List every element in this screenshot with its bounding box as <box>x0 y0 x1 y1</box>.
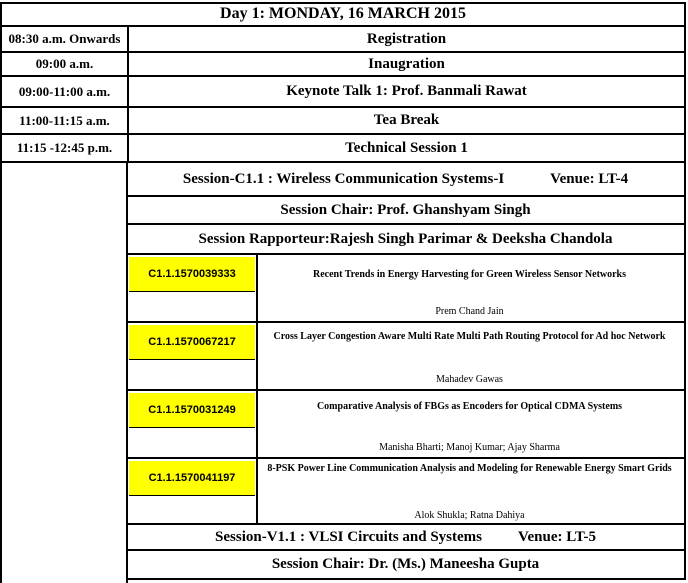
paper-row <box>127 323 686 389</box>
time-cell: 11:00-11:15 a.m. <box>2 108 129 133</box>
event-cell: Registration <box>366 30 447 47</box>
paper-authors: Prem Chand Jain <box>435 306 504 317</box>
paper-title: 8-PSK Power Line Communication Analysis and Modeling for Renewable Energy Smart Grids <box>267 463 672 474</box>
time-cell: 09:00 a.m. <box>2 53 129 75</box>
event-cell: Inaugration <box>368 55 445 72</box>
paper-title: Comparative Analysis of FBGs as Encoders for Optical CDMA Systems <box>316 401 623 412</box>
session-chair: Session Chair: Prof. Ghanshyam Singh <box>127 197 686 223</box>
session-title-row <box>127 163 686 195</box>
time-cell: 09:00-11:00 a.m. <box>2 77 129 106</box>
session-rapporteur: Session Rapporteur:Rajesh Singh Parimar & Deeksha Chandola <box>127 225 686 253</box>
schedule-row <box>0 53 686 75</box>
session-chair: Session Chair: Dr. (Ms.) Maneesha Gupta <box>127 551 686 578</box>
session-title-row <box>127 525 686 549</box>
paper-id: C1.1.1570039333 <box>129 257 255 291</box>
paper-authors: Alok Shukla; Ratna Dahiya <box>414 510 525 521</box>
paper-title: Recent Trends in Energy Harvesting for Green Wireless Sensor Networks <box>312 269 627 280</box>
schedule-row <box>0 77 686 106</box>
paper-row <box>127 459 686 525</box>
session-title: Session-V1.1 : VLSI Circuits and Systems <box>215 528 483 545</box>
session-venue: Venue: LT-5 <box>518 528 596 545</box>
paper-id: C1.1.1570031249 <box>129 393 255 427</box>
paper-authors: Mahadev Gawas <box>436 374 503 385</box>
time-column-empty <box>0 163 128 583</box>
paper-id: C1.1.1570041197 <box>129 461 255 495</box>
event-cell: Tea Break <box>373 112 440 128</box>
schedule-row <box>0 108 686 133</box>
time-cell: 11:15 -12:45 p.m. <box>2 135 129 161</box>
paper-row <box>127 255 686 321</box>
paper-row <box>127 391 686 457</box>
schedule-row <box>0 135 686 161</box>
event-cell: Technical Session 1 <box>345 139 468 156</box>
session-venue: Venue: LT-4 <box>550 170 629 187</box>
day-header: Day 1: MONDAY, 16 MARCH 2015 <box>0 3 686 25</box>
paper-authors: Manisha Bharti; Manoj Kumar; Ajay Sharma <box>379 442 560 453</box>
paper-title: Cross Layer Congestion Aware Multi Rate Multi Path Routing Protocol for Ad hoc Network <box>273 331 666 342</box>
time-cell: 08:30 a.m. Onwards <box>2 27 129 51</box>
event-cell: Keynote Talk 1: Prof. Banmali Rawat <box>286 83 527 99</box>
paper-id: C1.1.1570067217 <box>129 325 255 359</box>
schedule-row <box>0 27 686 51</box>
session-title: Session-C1.1 : Wireless Communication Systems-I <box>182 170 505 187</box>
